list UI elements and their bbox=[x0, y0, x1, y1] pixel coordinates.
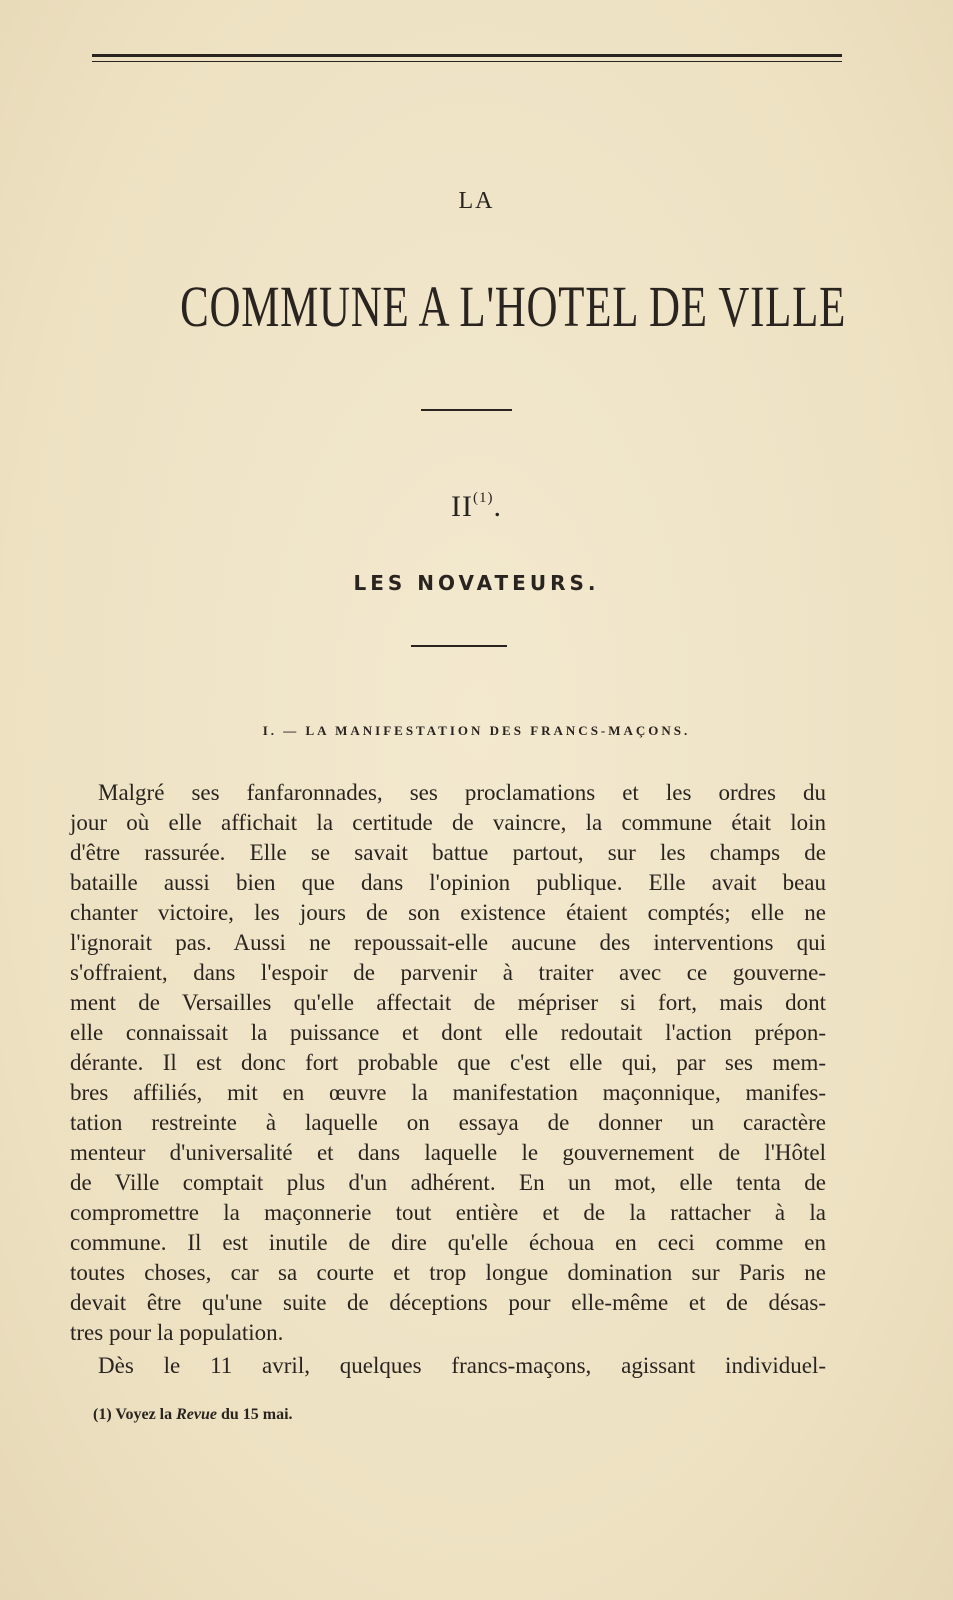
footnote bbox=[93, 1406, 293, 1424]
text-line: Malgré ses fanfaronnades, ses proclamations et les ordres du bbox=[98, 780, 826, 805]
text-line: devait être qu'une suite de déceptions pour elle-même et de désas- bbox=[70, 1290, 826, 1315]
header-rule-thin bbox=[92, 61, 842, 62]
footnote-date: du 15 mai. bbox=[220, 1406, 293, 1423]
text-line: jour où elle affichait la certitude de vaincre, la commune était loin bbox=[70, 810, 826, 835]
text-line: compromettre la maçonnerie tout entière et de la rattacher à la bbox=[70, 1200, 826, 1225]
text-line: de Ville comptait plus d'un adhérent. En un mot, elle tenta de bbox=[70, 1170, 826, 1195]
text-line: commune. Il est inutile de dire qu'elle échoua en ceci comme en bbox=[70, 1230, 826, 1255]
text-line: bataille aussi bien que dans l'opinion publique. Elle avait beau bbox=[70, 870, 826, 895]
text-line: d'être rassurée. Elle se savait battue partout, sur les champs de bbox=[70, 840, 826, 865]
text-line: l'ignorait pas. Aussi ne repoussait-elle aucune des interventions qui bbox=[70, 930, 826, 955]
footnote-text: Voyez la bbox=[115, 1406, 173, 1423]
text-line: bres affiliés, mit en œuvre la manifestation maçonnique, manifes- bbox=[70, 1080, 826, 1105]
text-line: ment de Versailles qu'elle affectait de mépriser si fort, mais dont bbox=[70, 990, 826, 1015]
part-number bbox=[0, 490, 953, 524]
header-rule-thick bbox=[92, 54, 842, 57]
text-line: Dès le 11 avril, quelques francs-maçons, agissant individuel- bbox=[98, 1353, 826, 1378]
body-text bbox=[70, 778, 826, 1381]
text-line: dérante. Il est donc fort probable que c'est elle qui, par ses mem- bbox=[70, 1050, 826, 1075]
text-line: menteur d'universalité et dans laquelle le gouvernement de l'Hôtel bbox=[70, 1140, 826, 1165]
divider-rule bbox=[411, 645, 507, 647]
text-line: elle connaissait la puissance et dont elle redoutait l'action prépon- bbox=[70, 1020, 826, 1045]
text-line: chanter victoire, les jours de son existence étaient comptés; elle ne bbox=[70, 900, 826, 925]
page-title: COMMUNE A L'HOTEL DE VILLE bbox=[180, 274, 847, 339]
footnote-reference: (1) bbox=[472, 490, 494, 506]
part-number-value: II bbox=[451, 490, 473, 523]
divider-rule bbox=[421, 409, 512, 411]
title-kicker: LA bbox=[458, 188, 495, 214]
footnote-marker: (1) bbox=[93, 1406, 112, 1423]
text-line: toutes choses, car sa courte et trop longue domination sur Paris ne bbox=[70, 1260, 826, 1285]
section-title: LES NOVATEURS. bbox=[353, 571, 600, 595]
text-line: tation restreinte à laquelle on essaya de donner un caractère bbox=[70, 1110, 826, 1135]
footnote-journal-title: Revue bbox=[176, 1406, 217, 1423]
text-line: s'offraient, dans l'espoir de parvenir à traiter avec ce gouverne- bbox=[70, 960, 826, 985]
part-number-suffix: . bbox=[493, 490, 502, 523]
text-line: tres pour la population. bbox=[70, 1320, 284, 1345]
subsection-heading: I. — LA MANIFESTATION DES FRANCS-MAÇONS. bbox=[262, 723, 691, 738]
